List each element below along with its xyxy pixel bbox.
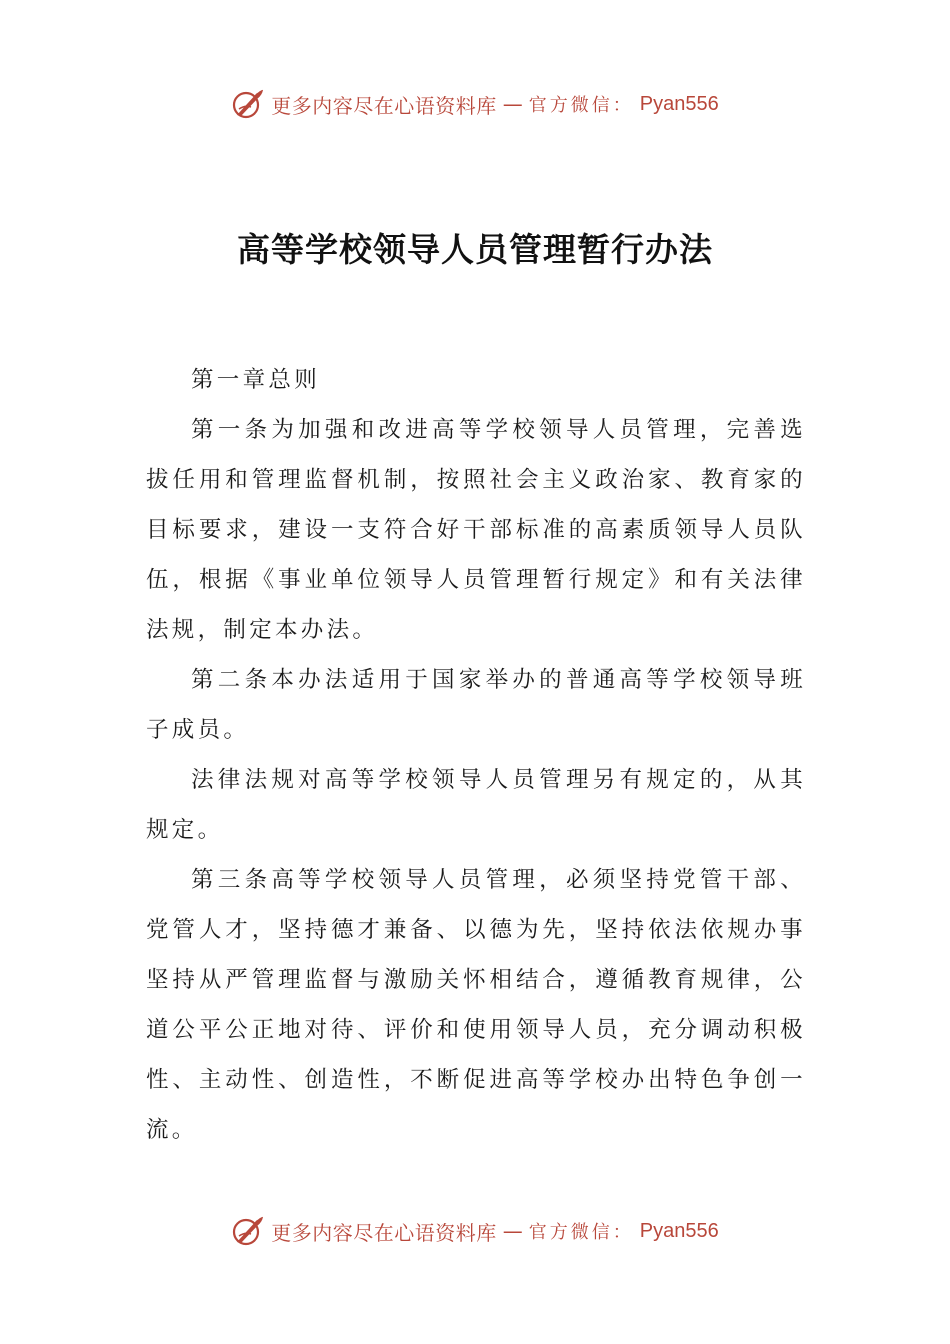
watermark-dash: — [502, 92, 523, 116]
quill-pen-logo-icon [231, 87, 265, 121]
watermark-dash: — [502, 1219, 523, 1243]
header-watermark [0, 84, 950, 124]
watermark-wechat-id: Pyan556 [639, 92, 719, 115]
watermark-text: 更多内容尽在心语资料库 [271, 93, 497, 118]
footer-watermark [0, 1211, 950, 1251]
watermark-wechat-id: Pyan556 [639, 1219, 719, 1242]
article-3: 第三条高等学校领导人员管理，必须坚持党管干部、党管人才，坚持德才兼备、以德为先，坚持依法依规办事坚持从严管理监督与激励关怀相结合，遵循教育规律，公道公平公正地对待、评价和使用领导人员，充分调动积极性、主动性、创造性，不断促进高等学校办出特色争创一流。 [146, 867, 806, 1143]
document-body [146, 355, 806, 1155]
watermark-text: 更多内容尽在心语资料库 [271, 1220, 497, 1245]
chapter-heading: 第一章总则 [191, 367, 321, 393]
quill-pen-logo-icon [231, 1214, 265, 1248]
article-2-note: 法律法规对高等学校领导人员管理另有规定的，从其规定。 [146, 767, 806, 843]
watermark-wechat-label: 官方微信： [528, 1222, 634, 1243]
article-1: 第一条为加强和改进高等学校领导人员管理，完善选拔任用和管理监督机制，按照社会主义政治家、教育家的目标要求，建设一支符合好干部标准的高素质领导人员队伍，根据《事业单位领导人员管理暂行规定》和有关法律法规，制定本办法。 [146, 417, 806, 643]
watermark-wechat-label: 官方微信： [528, 95, 634, 116]
document-title: 高等学校领导人员管理暂行办法 [237, 230, 713, 269]
article-2: 第二条本办法适用于国家举办的普通高等学校领导班子成员。 [146, 667, 806, 743]
